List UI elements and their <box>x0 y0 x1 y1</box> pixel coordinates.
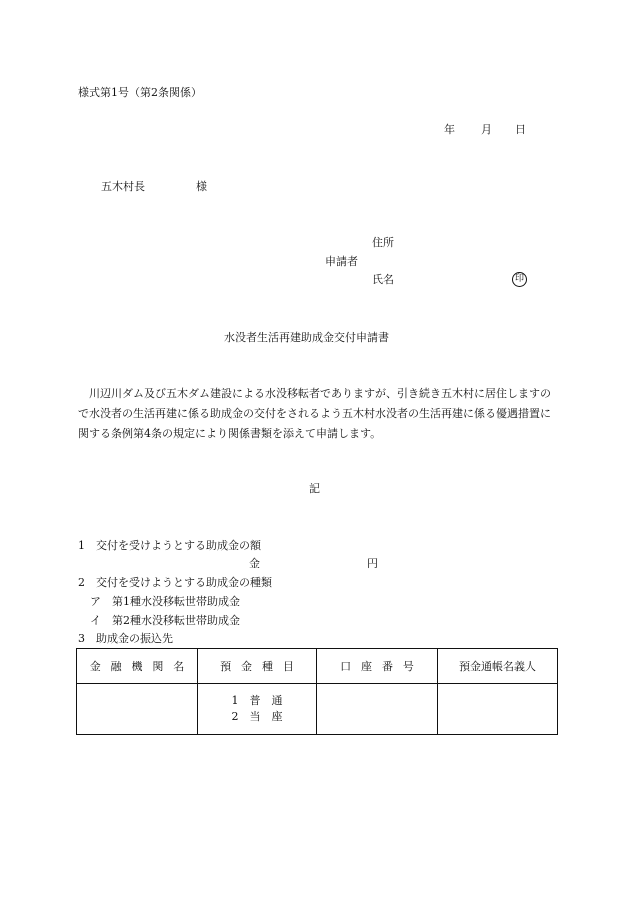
cell-bank-name[interactable] <box>77 684 198 735</box>
header-account-number: 口座番号 <box>317 649 438 684</box>
table-row <box>77 684 558 735</box>
account-type-regular[interactable]: 1 普 通 <box>231 694 283 707</box>
item-2: 2 交付を受けようとする助成金の種類 <box>78 576 272 589</box>
applicant-label: 申請者 <box>325 255 358 268</box>
table-header-row <box>77 649 558 684</box>
account-type-current[interactable]: 2 当 座 <box>231 710 283 723</box>
option-i: イ 第2種水没移転世帯助成金 <box>90 614 240 627</box>
addressee-honorific: 様 <box>196 180 207 193</box>
date-day-label: 日 <box>515 123 526 136</box>
body-paragraph <box>78 384 556 444</box>
header-bank-name: 金融機関名 <box>77 649 198 684</box>
bank-account-table <box>76 648 558 735</box>
addressee-title: 五木村長 <box>101 180 145 193</box>
date-month-label: 月 <box>481 123 492 136</box>
cell-account-number[interactable] <box>317 684 438 735</box>
date-year-label: 年 <box>444 123 455 136</box>
item-3: 3 助成金の振込先 <box>78 632 173 645</box>
document-title: 水没者生活再建助成金交付申請書 <box>224 331 389 344</box>
name-label: 氏名 <box>372 273 394 286</box>
ki-heading: 記 <box>309 482 320 495</box>
cell-deposit-type <box>198 684 317 735</box>
address-label: 住所 <box>372 236 394 249</box>
header-deposit-type: 預金種目 <box>198 649 317 684</box>
header-account-holder: 預金通帳名義人 <box>438 649 558 684</box>
amount-prefix: 金 <box>249 557 260 570</box>
seal-mark: 印 <box>512 272 527 287</box>
option-a: ア 第1種水没移転世帯助成金 <box>90 595 240 608</box>
item-1: 1 交付を受けようとする助成金の額 <box>78 539 261 552</box>
form-id: 様式第1号（第2条関係） <box>78 86 202 99</box>
cell-account-holder[interactable] <box>438 684 558 735</box>
body-paragraph-text: 川辺川ダム及び五木ダム建設による水没移転者でありますが、引き続き五木村に居住しますので水没者の生活再建に係る助成金の交付をされるよう五木村水没者の生活再建に係る優遇措置に関する条例第4条の規定により関係書類を添えて申請します。 <box>78 387 551 440</box>
amount-unit: 円 <box>367 557 378 570</box>
